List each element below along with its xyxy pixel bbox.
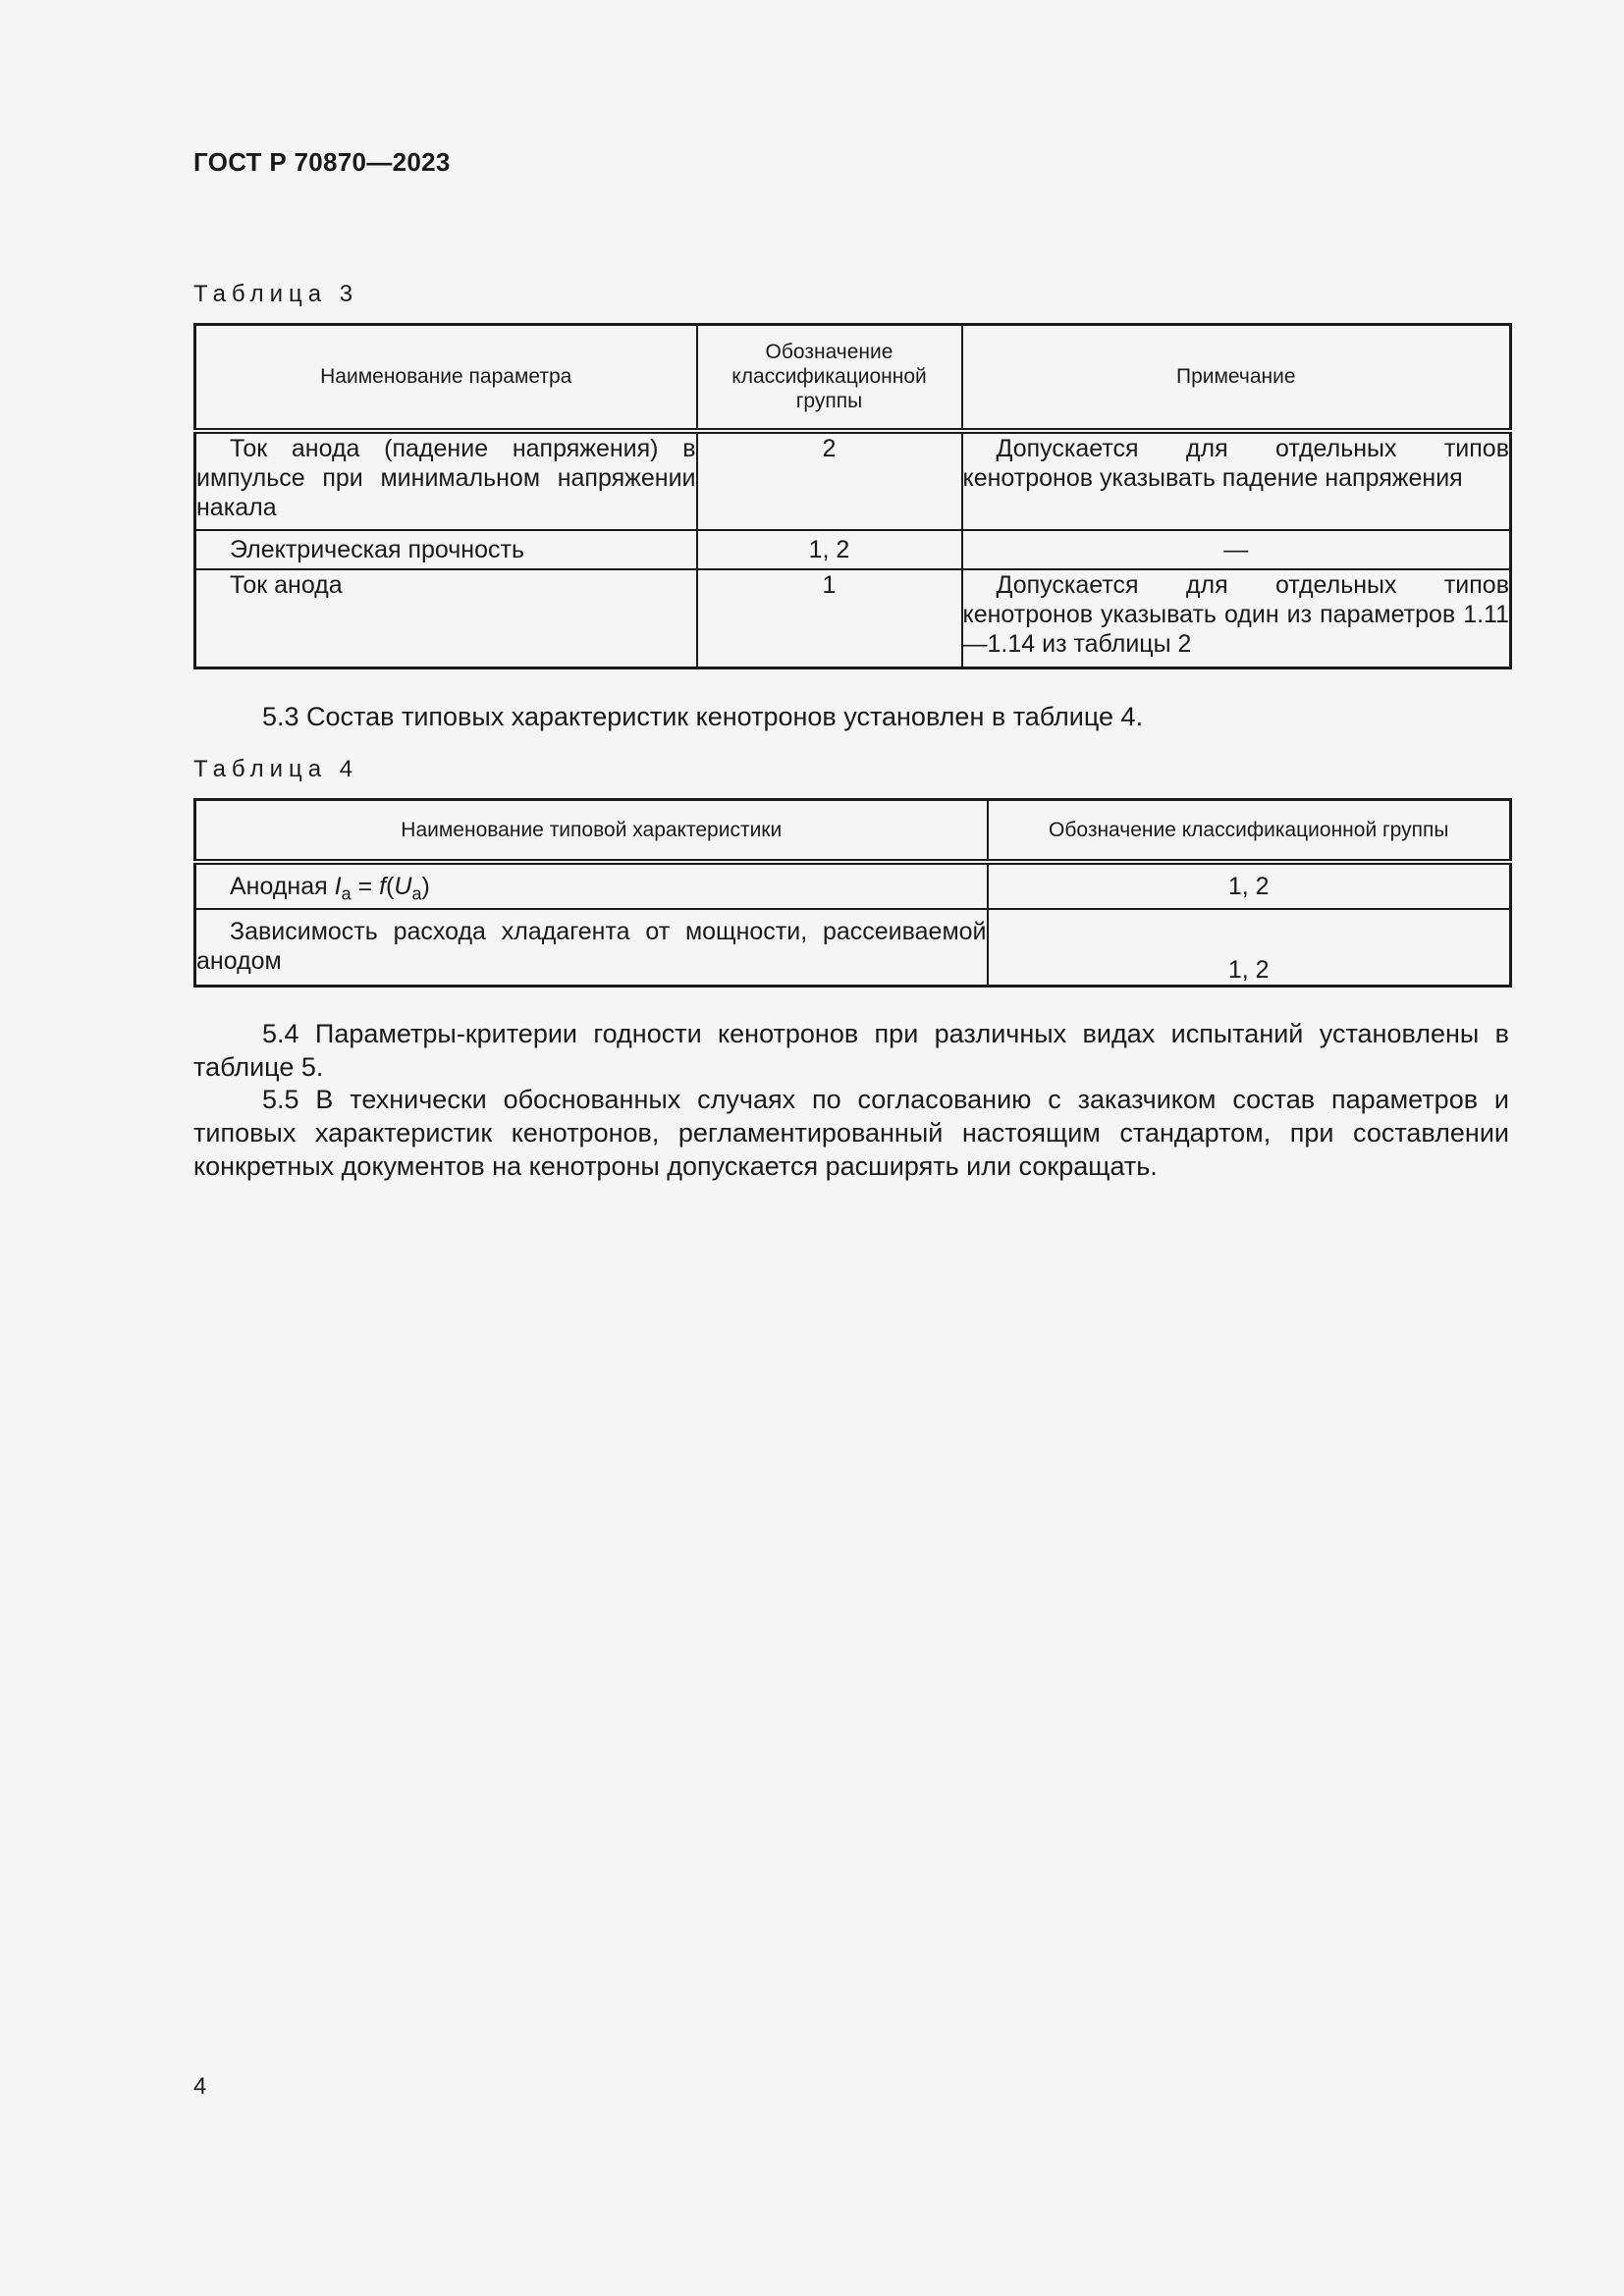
- paragraph-5-5: 5.5 В технически обоснованных случаях по согласованию с заказчиком состав параметров и типовых характеристик кенотронов, регламентированный настоящим стандартом, при составлении конкретных документов на кенотроны допускается расширять или сокращать.: [193, 1085, 1509, 1181]
- table-3-header-parameter: Наименование параметра: [195, 325, 697, 431]
- paragraph-5-3: 5.3 Состав типовых характеристик кенотронов установлен в таблице 4.: [262, 702, 1144, 731]
- table-3-cell-group: 2: [697, 431, 962, 530]
- table-4: [193, 798, 1512, 988]
- table-row: [195, 431, 1511, 530]
- table-3-header-note: Примечание: [962, 325, 1511, 431]
- table-row: [195, 862, 1511, 909]
- table-3: [193, 323, 1512, 669]
- anode-characteristic-formula: $I_a = f(U_a)$: [334, 872, 430, 903]
- table-3-caption: Таблица 3: [193, 281, 359, 307]
- document-header: ГОСТ Р 70870—2023: [193, 147, 451, 177]
- page-number: 4: [193, 2073, 207, 2100]
- table-4-caption: Таблица 4: [193, 756, 359, 782]
- table-3-cell-group: 1, 2: [697, 530, 962, 569]
- table-4-cell-group: 1, 2: [988, 909, 1511, 987]
- table-4-cell-name: Зависимость расхода хладагента от мощности, рассеиваемой анодом: [195, 909, 988, 987]
- table-row: [195, 530, 1511, 569]
- table-4-cell-name: [195, 862, 988, 909]
- table-4-header-characteristic: Наименование типовой характеристики: [195, 800, 988, 862]
- paragraph-5-4: 5.4 Параметры-критерии годности кенотронов при различных видах испытаний установлены в таблице 5.: [193, 1019, 1509, 1082]
- table-4-header-group: Обозначение классификационной группы: [988, 800, 1511, 862]
- table-3-header-group: Обозначение классификационной группы: [697, 325, 962, 431]
- table-3-cell-group: 1: [697, 569, 962, 668]
- table-3-cell-name: Ток анода (падение напряжения) в импульсе при минимальном напряжении накала: [195, 431, 697, 530]
- table-3-cell-note: Допускается для отдельных типов кенотронов указывать падение напряжения: [962, 431, 1511, 530]
- table-row: [195, 569, 1511, 668]
- table-3-cell-name: Электрическая прочность: [195, 530, 697, 569]
- table-3-cell-name: Ток анода: [195, 569, 697, 668]
- anode-characteristic-label: Анодная: [230, 872, 335, 900]
- table-row: [195, 909, 1511, 987]
- table-3-cell-note: —: [962, 530, 1511, 569]
- table-4-cell-group: 1, 2: [988, 862, 1511, 909]
- table-3-cell-note: Допускается для отдельных типов кенотронов указывать один из параметров 1.11—1.14 из таблицы 2: [962, 569, 1511, 668]
